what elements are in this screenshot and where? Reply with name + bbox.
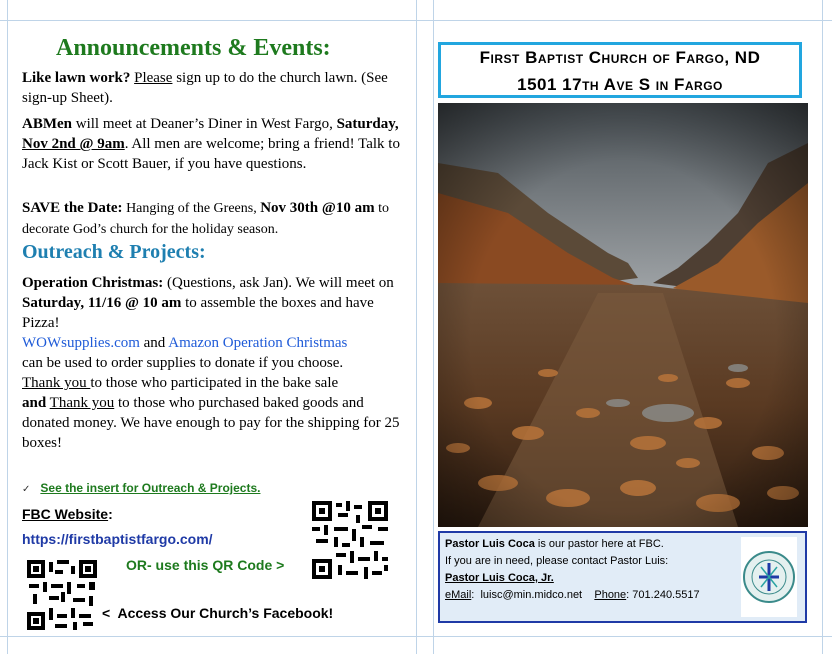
lawn-paragraph (22, 68, 402, 108)
thank-you-2: Thank you (49, 395, 115, 411)
facebook-row (102, 605, 333, 621)
email-address[interactable]: luisc@min.midco.net (480, 589, 583, 601)
abmen-name: ABMen (22, 116, 72, 132)
op-text1: (Questions, ask Jan). We will meet on (163, 275, 394, 291)
operation-christmas-paragraph (22, 273, 402, 453)
save-rest: to decorate God’s church for the holiday season. (22, 201, 389, 237)
page-guide-right (822, 0, 823, 654)
email-label: eMail (445, 589, 472, 601)
website-url[interactable]: https://firstbaptistfargo.com/ (22, 531, 213, 547)
and-bold: and (22, 395, 47, 411)
lawn-lead: Like lawn work? (22, 70, 131, 86)
save-the-date-paragraph (22, 198, 402, 240)
op-text2: to assemble the boxes and have Pizza! (22, 295, 374, 331)
insert-note-text[interactable]: See the insert for Outreach & Projects. (40, 481, 261, 495)
page-guide-top (0, 20, 832, 21)
website-colon: : (108, 506, 113, 522)
check-icon: ✓ (22, 484, 31, 495)
arrow-left-icon: < (102, 605, 111, 621)
pastor-name: Pastor Luis Coca (445, 538, 535, 550)
facebook-qr-code[interactable] (27, 560, 97, 630)
outreach-heading: Outreach & Projects: (22, 241, 206, 263)
lawn-please-link[interactable]: Please (134, 70, 173, 86)
website-label-row (22, 506, 113, 522)
church-name: First Baptist Church of Fargo, ND (479, 48, 761, 67)
supplies-text: can be used to order supplies to donate if you choose. (22, 355, 344, 371)
pastor-intro-rest: is our pastor here at FBC. (534, 538, 664, 550)
and-text: and (139, 335, 169, 351)
thank-you-2-rest: to those who purchased baked goods and donated money. We have enough to pay for the shipping for 25 boxes! (22, 395, 400, 451)
insert-note (22, 481, 260, 495)
page-guide-mid-2 (433, 0, 434, 654)
abmen-day: Saturday, (336, 116, 399, 132)
abmen-date: Nov 2nd @ 9am (22, 136, 125, 152)
lawn-rest: sign up to do the church lawn. (See sign-up Sheet). (22, 70, 388, 106)
church-seal-logo (741, 537, 797, 617)
autumn-road-photo (438, 103, 808, 527)
arrow-right-icon: > (276, 557, 285, 573)
or-text: OR- use this QR Code (126, 557, 273, 573)
page-guide-mid-1 (416, 0, 417, 654)
pastor-full-name: Pastor Luis Coca, Jr. (445, 572, 554, 584)
website-qr-code[interactable] (312, 501, 388, 579)
abmen-line1: will meet at Deaner’s Diner in West Fargo, (72, 116, 333, 132)
thank-you-1-rest: to those who participated in the bake sale (90, 375, 339, 391)
announcements-heading: Announcements & Events: (56, 35, 331, 61)
abmen-paragraph (22, 114, 402, 174)
page-guide-bottom (0, 636, 832, 637)
op-date: Saturday, 11/16 @ 10 am (22, 295, 182, 311)
wowsupplies-link[interactable]: WOWsupplies.com (22, 335, 140, 351)
website-label: FBC Website (22, 506, 109, 522)
save-event: Hanging of the Greens, (122, 201, 261, 216)
phone-label: Phone (594, 589, 627, 601)
abmen-rest: . All men are welcome; bring a friend! Talk to Jack Kist or Scott Bauer, if you have questions. (22, 136, 400, 172)
facebook-text: Access Our Church’s Facebook! (117, 605, 334, 621)
qr-hint (126, 557, 284, 573)
save-date: Nov 30th @10 am (260, 200, 375, 216)
save-lead: SAVE the Date: (22, 200, 123, 216)
pastor-info-box: Pastor Luis Coca is our pastor here at FBC. If you are in need, please contact Pastor Luis: Pastor Luis Coca, Jr. eMail: luisc@min.midco.net Phone: 701.240.5517 (438, 531, 807, 623)
amazon-operation-christmas-link[interactable]: Amazon Operation Christmas (168, 335, 348, 351)
pastor-need-text: If you are in need, please contact Pastor Luis: (445, 555, 669, 567)
church-address: 1501 17th Ave S in Fargo (517, 75, 723, 94)
op-lead: Operation Christmas: (22, 275, 164, 291)
church-title-box (438, 42, 802, 98)
page-guide-left (7, 0, 8, 654)
thank-you-1: Thank you (22, 375, 91, 391)
phone-number[interactable]: 701.240.5517 (632, 589, 700, 601)
